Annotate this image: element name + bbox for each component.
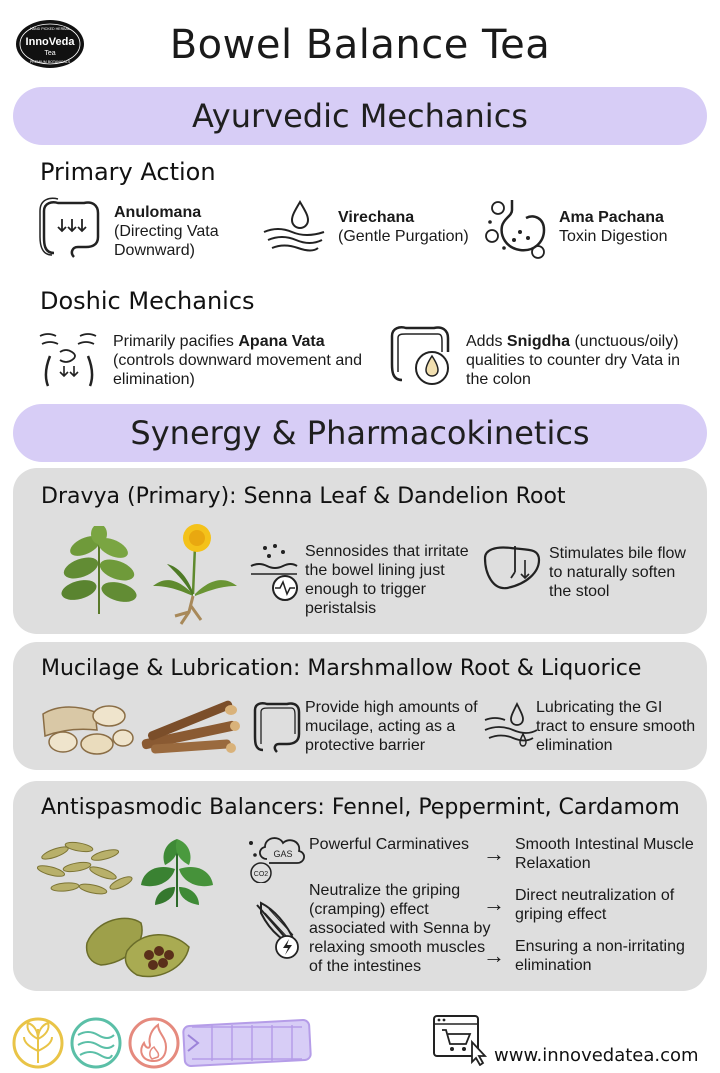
section-banner-synergy: Synergy & Pharmacokinetics <box>13 404 707 462</box>
senna-leaf-icon <box>49 526 149 616</box>
antispasmodic-right-2: Direct neutralization of griping effect <box>515 887 675 923</box>
colon-down-arrows-icon <box>38 197 104 263</box>
colon-oil-drop-icon <box>388 322 454 388</box>
dravya-point-1: Sennosides that irritate the bowel lining just enough to trigger peristalsis <box>305 543 469 617</box>
panel-mucilage <box>13 642 707 770</box>
tea-bag-icon <box>183 1020 311 1067</box>
bowel-lining-pulse-icon <box>249 542 299 602</box>
mucilage-point-1: Provide high amounts of mucilage, acting as a protective barrier <box>305 699 478 754</box>
cardamom-pods-icon <box>77 903 197 985</box>
antispasmodic-left-2: Neutralize the griping (cramping) effect associated with Senna by relaxing smooth muscles of the intestines <box>309 882 491 975</box>
website-link[interactable]: www.innovedatea.com <box>494 1045 699 1066</box>
dosha-symbols <box>12 1015 332 1071</box>
cart-click-icon[interactable] <box>432 1014 488 1066</box>
panel-antispasmodic <box>13 781 707 991</box>
doshic-apana-text: Primarily pacifies Apana Vata (controls downward movement and elimination) <box>113 333 363 388</box>
arrow-icon: → <box>483 841 505 866</box>
co2-label: CO2 <box>253 871 269 878</box>
doshic-mechanics-heading: Doshic Mechanics <box>40 287 255 315</box>
logo-name: InnoVeda <box>25 36 75 48</box>
marshmallow-root-icon <box>39 694 135 758</box>
action-ama-pachana-name: Ama Pachana <box>559 209 664 226</box>
mucilage-point-2: Lubricating the GI tract to ensure smooth elimination <box>536 699 696 754</box>
stomach-gears-icon <box>484 196 550 262</box>
droplet-flow-icon <box>262 198 328 252</box>
dandelion-icon <box>145 516 245 626</box>
muscle-lightning-icon <box>251 899 305 961</box>
section-banner-ayurvedic: Ayurvedic Mechanics <box>13 87 707 145</box>
fennel-seeds-icon <box>35 833 135 899</box>
panel-antispasmodic-title: Antispasmodic Balancers: Fennel, Peppermint, Cardamom <box>41 795 680 820</box>
action-ama-pachana-desc: Toxin Digestion <box>559 228 668 245</box>
gas-label: GAS <box>273 849 293 859</box>
dravya-point-2: Stimulates bile flow to naturally soften the stool <box>549 545 686 600</box>
action-virechana-desc: (Gentle Purgation) <box>338 228 469 245</box>
logo-bottom: PREMIUM BOTANICALS <box>29 60 71 64</box>
gas-cloud-icon <box>249 833 311 883</box>
panel-dravya-title: Dravya (Primary): Senna Leaf & Dandelion Root <box>41 484 566 509</box>
page-title: Bowel Balance Tea <box>169 22 551 68</box>
panel-mucilage-title: Mucilage & Lubrication: Marshmallow Root & Liquorice <box>41 656 642 681</box>
action-anulomana-name: Anulomana <box>114 204 202 221</box>
arrow-icon: → <box>483 891 505 916</box>
liquorice-root-icon <box>135 690 245 762</box>
liver-bile-icon <box>481 542 543 598</box>
peppermint-leaves-icon <box>135 829 219 909</box>
panel-dravya <box>13 468 707 634</box>
antispasmodic-left-1: Powerful Carminatives <box>309 836 470 853</box>
logo-top: HAND PICKED HERBAL <box>30 27 70 31</box>
arrow-icon: → <box>483 943 505 968</box>
doshic-snigdha-text: Adds Snigdha (unctuous/oily) qualities to counter dry Vata in the colon <box>466 333 681 388</box>
primary-action-heading: Primary Action <box>40 158 216 186</box>
antispasmodic-right-3: Ensuring a non-irritating elimination <box>515 938 685 974</box>
abdomen-wind-icon <box>38 326 100 388</box>
droplet-flow-small-icon <box>483 702 539 748</box>
action-virechana-name: Virechana <box>338 209 415 226</box>
fire-dosha-icon <box>130 1019 178 1067</box>
antispasmodic-right-1: Smooth Intestinal Muscle Relaxation <box>515 836 694 872</box>
logo-sub: Tea <box>44 50 56 57</box>
colon-barrier-icon <box>251 698 303 754</box>
action-anulomana-desc: (Directing Vata Downward) <box>114 223 219 259</box>
